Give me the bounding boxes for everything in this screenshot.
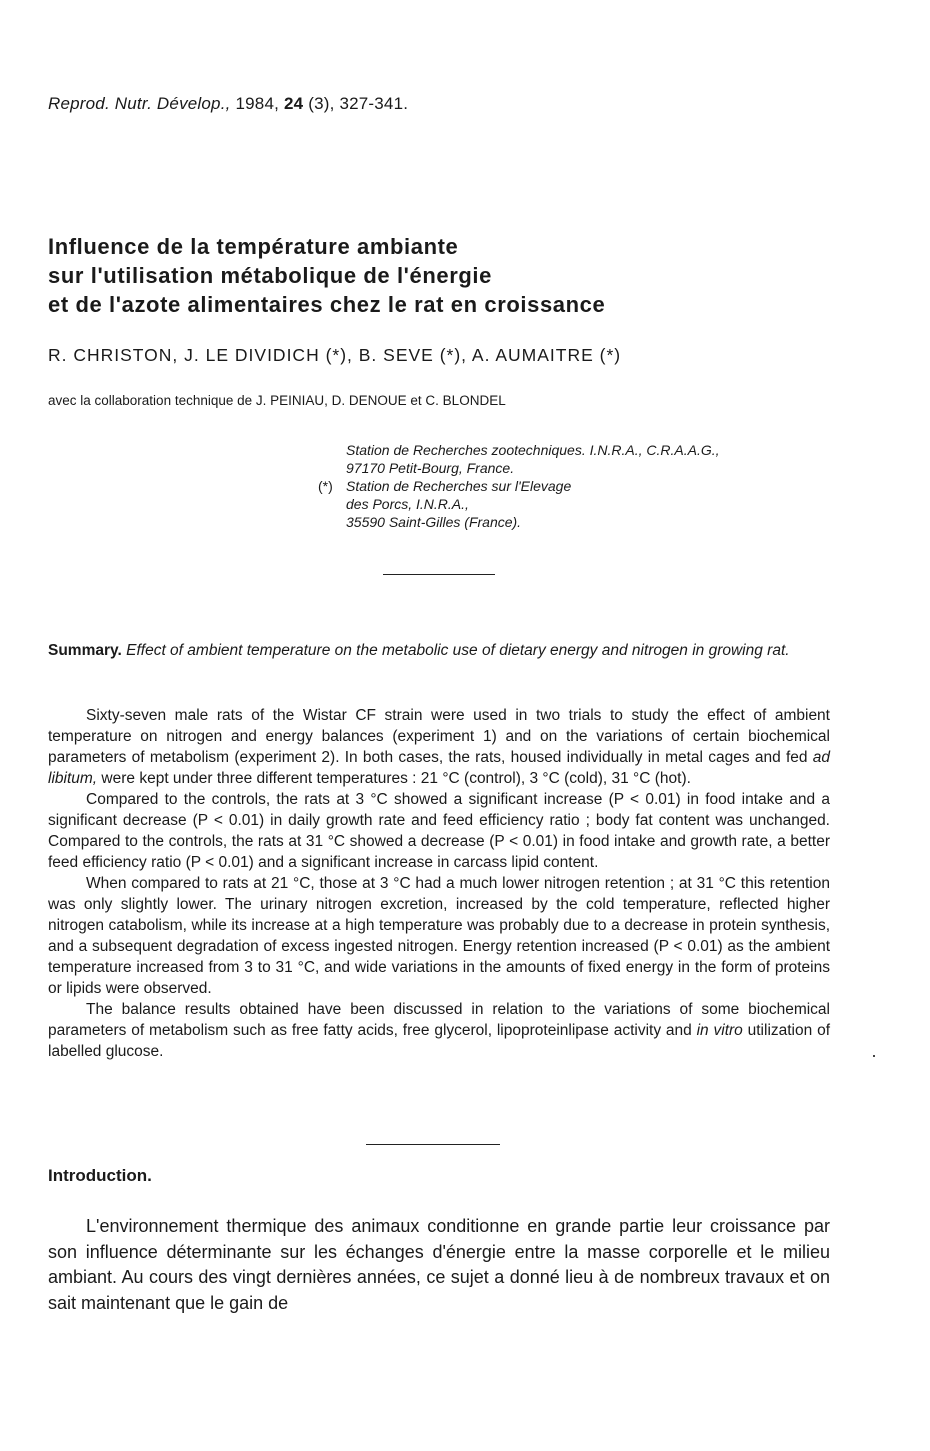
journal-name: Reprod. Nutr. Dévelop., <box>48 94 231 113</box>
affiliation-marker: (*) <box>318 478 333 494</box>
abstract-p1-italic: ad libitum, <box>48 749 831 787</box>
author-list: R. CHRISTON, J. LE DIVIDICH (*), B. SEVE (*), A. AUMAITRE (*) <box>48 345 622 365</box>
summary-title: Effect of ambient temperature on the metabolic use of dietary energy and nitrogen in growing rat. <box>126 642 790 659</box>
technical-collaboration: avec la collaboration technique de J. PEINIAU, D. DENOUE et C. BLONDEL <box>48 393 506 408</box>
affiliation-line-5: 35590 Saint-Gilles (France). <box>346 514 522 530</box>
title-line-2: sur l'utilisation métabolique de l'énergie <box>48 263 492 288</box>
journal-volume: 24 <box>283 94 304 113</box>
abstract-p1-text-end: were kept under three different temperatures : 21 °C (control), 3 °C (cold), 31 °C (hot). <box>101 770 691 787</box>
abstract-body <box>48 705 830 1062</box>
affiliation-line-4: des Porcs, I.N.R.A., <box>346 496 469 512</box>
journal-issue-pages: (3), 327-341. <box>308 94 409 113</box>
abstract-p4-text: The balance results obtained have been discussed in relation to the variations of some biochemical parameters of metabolism such as free fatty acids, free glycerol, lipoproteinlipase activity and <box>48 1001 830 1039</box>
abstract-p4-italic: in vitro <box>696 1022 743 1039</box>
abstract-paragraph-2: Compared to the controls, the rats at 3 °C showed a significant increase (P < 0.01) in food intake and a significant decrease (P < 0.01) in daily growth rate and feed efficiency ratio ; body fat content was unchanged. Compared to the controls, the rats at 31 °C showed a decrease (P < 0.01) in food intake and growth rate, a better feed efficiency ratio (P < 0.01) and a significant increase in carcass lipid content. <box>48 791 830 871</box>
affiliation-line-3: Station de Recherches sur l'Elevage <box>346 478 572 494</box>
margin-speck <box>873 1055 875 1057</box>
journal-citation <box>48 94 408 114</box>
abstract-paragraph-1 <box>48 705 830 789</box>
affiliation-line-1: Station de Recherches zootechniques. I.N.R.A., C.R.A.A.G., <box>346 442 720 458</box>
abstract-p1-text: Sixty-seven male rats of the Wistar CF strain were used in two trials to study the effect of ambient temperature on nitrogen and energy balances (experiment 1) and on the variations of certain biochemical parameters of metabolism (experiment 2). In both cases, the rats, housed individually in metal cages and fed <box>48 707 830 766</box>
introduction-paragraph: L'environnement thermique des animaux conditionne en grande partie leur croissance par son influence déterminante sur les échanges d'énergie entre la masse corporelle et le milieu ambiant. Au cours des vingt dernières années, ce sujet a donné lieu à de nombreux travaux et on sait maintenant que le gain de <box>48 1216 830 1313</box>
abstract-paragraph-4 <box>48 999 830 1062</box>
section-divider-top <box>383 574 495 575</box>
title-line-1: Influence de la température ambiante <box>48 234 459 259</box>
paper-title <box>48 232 828 319</box>
summary-heading <box>48 642 830 661</box>
summary-label: Summary. <box>48 642 122 659</box>
title-line-3: et de l'azote alimentaires chez le rat en croissance <box>48 292 606 317</box>
abstract-paragraph-3: When compared to rats at 21 °C, those at 3 °C had a much lower nitrogen retention ; at 31 °C this retention was only slightly lower. The urinary nitrogen excretion, increased by the cold temperature, reflected higher nitrogen catabolism, while its increase at a high temperature was probably due to a decrease in protein synthesis, and a subsequent degradation of excess ingested nitrogen. Energy retention increased (P < 0.01) as the ambient temperature increased from 3 to 31 °C, and wide variations in the amounts of fixed energy in the form of proteins or lipids were observed. <box>48 875 830 997</box>
affiliations <box>318 441 858 531</box>
section-divider-bottom <box>366 1144 500 1145</box>
abstract-p4-text-end: utilization of labelled glucose. <box>48 1022 830 1060</box>
introduction-heading: Introduction. <box>48 1166 152 1185</box>
affiliation-line-2: 97170 Petit-Bourg, France. <box>346 460 515 476</box>
journal-year: 1984, <box>235 94 280 113</box>
introduction-body <box>48 1214 830 1316</box>
